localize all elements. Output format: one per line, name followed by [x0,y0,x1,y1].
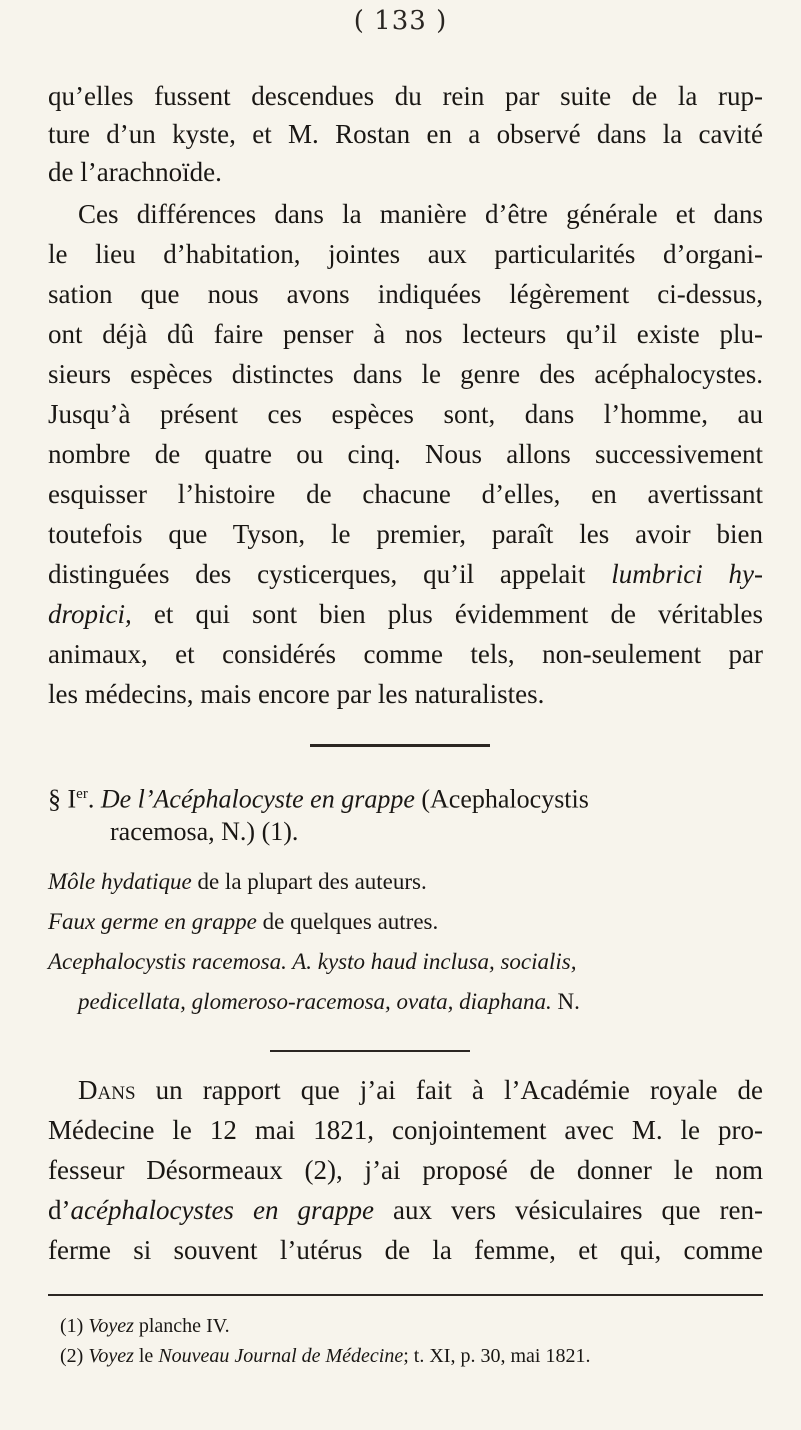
paragraph-3-line-5: ferme si souvent l’utérus de la femme, et qui, comme [48,1235,763,1265]
paragraph-1-line-3: de l’arachnoïde. [48,157,222,187]
paragraph-2-line-1: Ces différences dans la manière d’être générale et dans [78,199,763,229]
paragraph-2-line-6: Jusqu’à présent ces espèces sont, dans l’homme, au [48,399,763,429]
footnote-2-journal: Nouveau Journal de Médecine [158,1345,404,1367]
synonym-1-term: Môle hydatique [48,869,192,894]
section-marker: § I [48,784,77,814]
footnote-2 [60,1342,775,1370]
italic-term-acephalocystes: acéphalocystes en grappe [70,1195,374,1225]
paragraph-2-line-13: les médecins, mais encore par les naturalistes. [48,679,545,709]
paragraph-1-line-2: ture d’un kyste, et M. Rostan en a observé dans la cavité [48,119,763,149]
synonym-3-description: pedicellata, glomeroso-racemosa, ovata, diaphana. [78,989,552,1014]
footnote-1-number: (1) [60,1315,84,1337]
paragraph-2-line-11-text: et qui sont bien plus évidemment de véritables [153,599,763,629]
paragraph-2-line-7: nombre de quatre ou cinq. Nous allons successivement [48,439,763,469]
section-heading-line-2: racemosa, N.) (1). [110,817,299,846]
paragraph-2-line-3: sation que nous avons indiquées légèrement ci-dessus, [48,279,763,309]
synonym-2-source: de quelques autres. [262,909,439,934]
synonym-1-source: de la plupart des auteurs. [197,869,427,894]
separator-rule-2 [270,1050,470,1052]
section-title: De l’Acéphalocyste en grappe [100,784,415,814]
paragraph-3-line-1 [78,1072,763,1108]
synonym-1 [48,866,763,898]
paragraph-1-line-1: qu’elles fussent descendues du rein par suite de la rup- [48,81,763,111]
paragraph-3-line-4-text: aux vers vésiculaires que ren- [393,1195,763,1225]
paragraph-2-line-5: sieurs espèces distinctes dans le genre des acéphalocystes. [48,359,763,389]
footnote-2-voyez: Voyez [88,1345,134,1367]
footnote-1 [60,1312,775,1340]
section-latin-name: (Acephalocystis [421,784,589,814]
paragraph-3-dropword: Dans [78,1075,136,1105]
italic-term-hydropici: dropici, [48,599,132,629]
paragraph-3-line-2: Médecine le 12 mai 1821, conjointement avec M. le pro- [48,1115,763,1145]
paragraph-2-line-10 [48,556,763,592]
separator-rule-1 [310,744,490,747]
synonym-3-author: N. [557,989,580,1014]
section-marker-sup: er [76,786,88,802]
section-heading: § Ier. De l’Acéphalocyste en grappe (Acephalocystis [48,784,589,814]
footnote-rule [48,1294,763,1296]
paragraph-3-line-3: fesseur Désormeaux (2), j’ai proposé de donner le nom [48,1155,763,1185]
footnote-1-voyez: Voyez [88,1315,134,1337]
paragraph-2-line-9: toutefois que Tyson, le premier, paraît les avoir bien [48,519,763,549]
synonym-3-line-1: Acephalocystis racemosa. A. kysto haud inclusa, socialis, [48,949,577,974]
paragraph-2-line-8: esquisser l’histoire de chacune d’elles, en avertissant [48,479,763,509]
footnote-2-le: le [138,1345,154,1367]
paragraph-3-d-prefix: d’ [48,1195,71,1225]
footnote-1-text: planche IV. [138,1315,230,1337]
paragraph-3-line-1-text: un rapport que j’ai fait à l’Académie royale de [155,1075,764,1105]
page-number: ( 133 ) [353,6,448,36]
paragraph-2-line-10-text: distinguées des cysticerques, qu’il appelait [48,559,586,589]
paragraph-2-line-11 [48,596,763,632]
footnote-2-citation: ; t. XI, p. 30, mai 1821. [403,1345,591,1367]
synonym-3-line-2 [78,986,793,1018]
paragraph-3-line-4 [48,1192,763,1228]
paragraph-2-line-4: ont déjà dû faire penser à nos lecteurs qu’il existe plu- [48,319,763,349]
paragraph-2-line-12: animaux, et considérés comme tels, non-seulement par [48,639,763,669]
footnote-2-number: (2) [60,1345,84,1367]
paragraph-2-line-2: le lieu d’habitation, jointes aux particularités d’organi- [48,239,763,269]
synonym-2 [48,906,763,938]
synonym-2-term: Faux germe en grappe [48,909,257,934]
italic-term-lumbrici: lumbrici hy- [611,559,764,589]
